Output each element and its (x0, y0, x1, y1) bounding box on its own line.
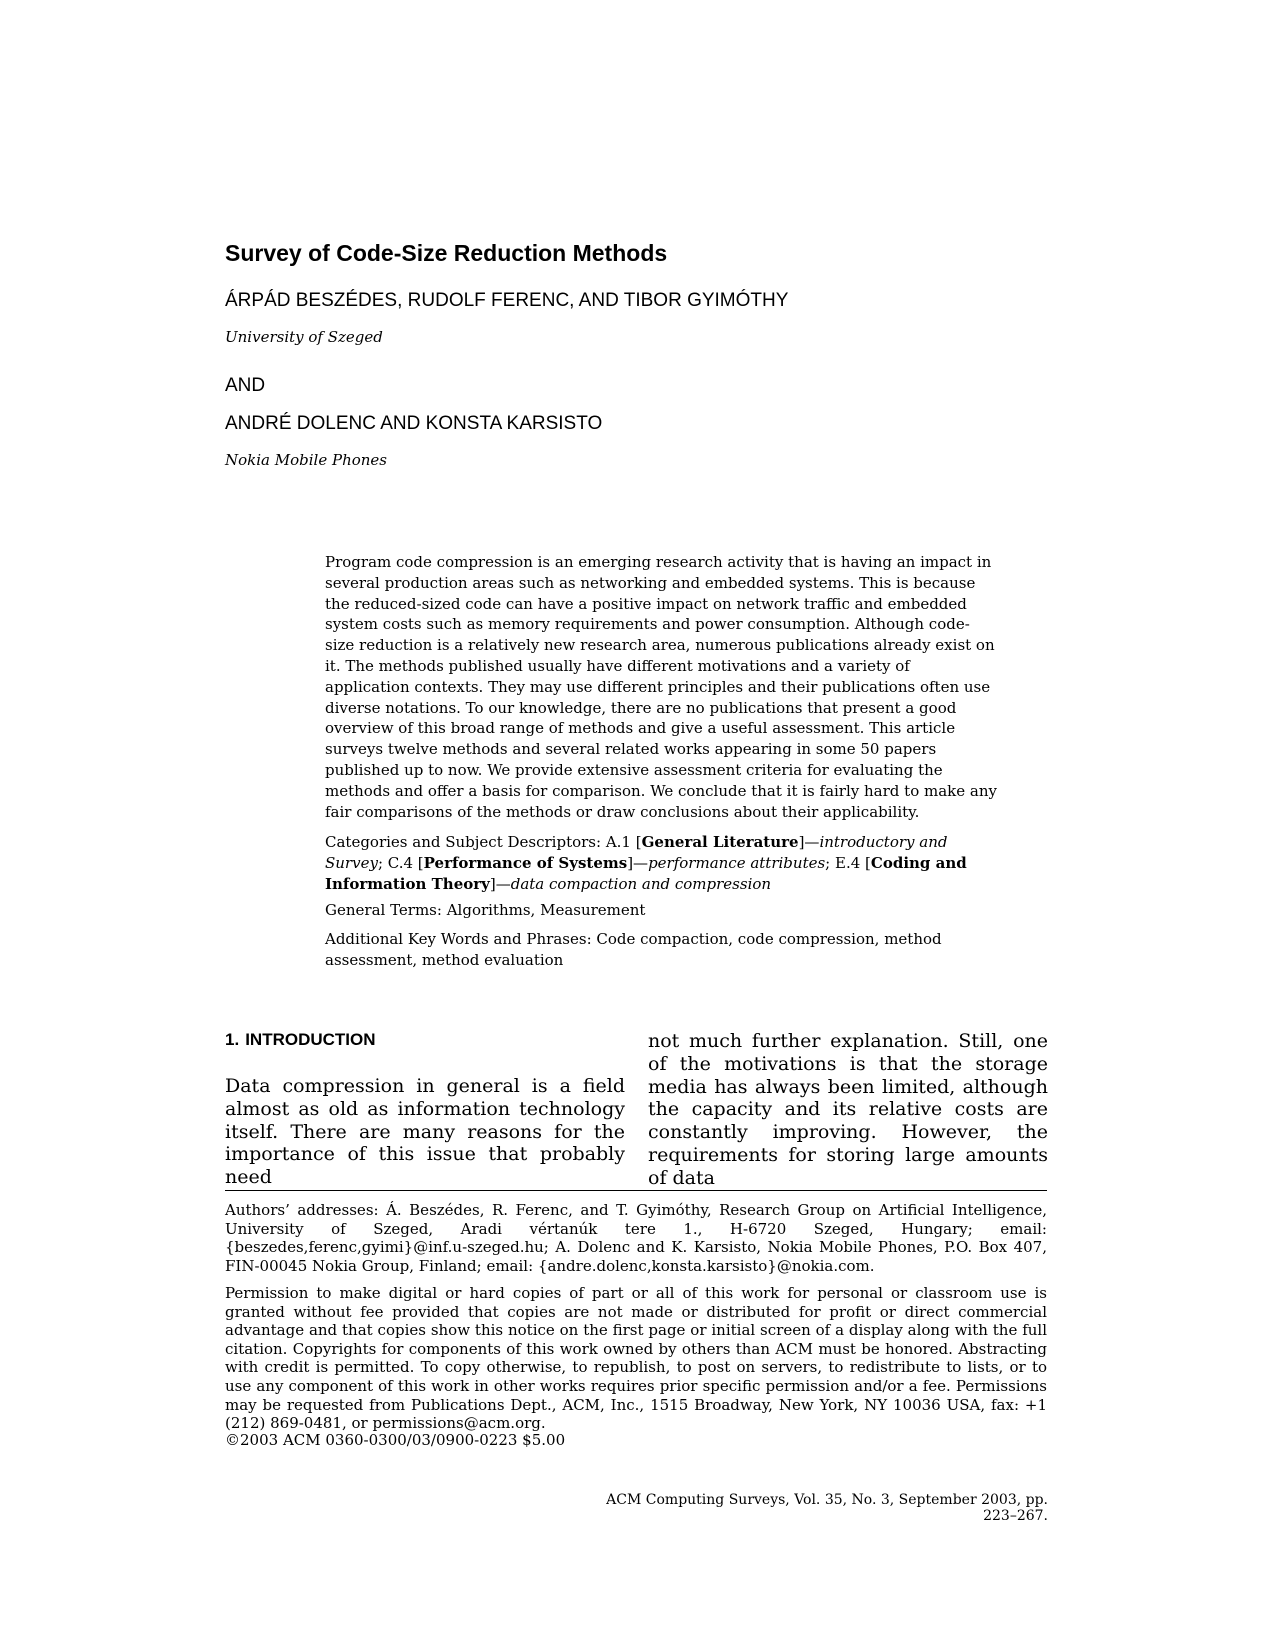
author-names-group-2: ANDRÉ DOLENC AND KONSTA KARSISTO (225, 413, 603, 434)
intro-right-column: not much further explanation. Still, one of the motivations is that the storage media has always been limited, although the capacity and its relative costs are constantly improving. However, the requirements for storing large amounts of data (648, 1030, 1048, 1189)
categories-label: Categories and Subject Descriptors: (325, 833, 606, 851)
category-code: A.1 (605, 833, 631, 851)
section-title: INTRODUCTION (245, 1030, 376, 1049)
section-heading (225, 1030, 382, 1050)
category-italic: data compaction and compression (510, 874, 772, 893)
intro-left-column: Data compression in general is a field almost as old as information technology itself. There are many reasons for the importance of this issue that probably need (225, 1075, 625, 1189)
section-number: 1. (225, 1030, 240, 1049)
category-bold: Coding and Information Theory (325, 853, 967, 893)
category-italic: introductory and Survey (325, 833, 948, 872)
category-italic: performance attributes (648, 853, 826, 872)
category-code: E.4 (835, 853, 861, 872)
affiliation-group-2: Nokia Mobile Phones (225, 451, 388, 469)
footnote-divider (225, 1190, 1047, 1191)
journal-citation: ACM Computing Surveys, Vol. 35, No. 3, September 2003, pp. 223–267. (606, 1492, 1048, 1524)
categories-descriptors: Categories and Subject Descriptors: A.1 [General Literature]—introductory and Survey; C.4 [Performance of Systems]—performance attributes; E.4 [Coding and Information Theory]—data compaction and compression (325, 833, 967, 893)
abstract (325, 552, 997, 822)
abstract-text: Program code compression is an emerging research activity that is having an impact in several production areas such as networking and embedded systems. This is because the reduced-sized code can have a positive impact on network traffic and embedded system costs such as memory requirements and power consumption. Although code-size reduction is a relatively new research area, numerous publications already exist on it. The methods published usually have different motivations and a variety of application contexts. They may use different principles and their publications often use diverse notations. To our knowledge, there are no publications that present a good overview of this broad range of methods and give a useful assessment. This article surveys twelve methods and several related works appearing in some 50 papers published up to now. We provide extensive assessment criteria for evaluating the methods and offer a basis for comparison. We conclude that it is fairly hard to make any fair comparisons of the methods or draw conclusions about their applicability. (325, 553, 997, 821)
category-bold: Performance of Systems (423, 853, 628, 872)
author-separator: AND (225, 375, 266, 396)
paper-title: Survey of Code-Size Reduction Methods (225, 240, 668, 266)
general-terms: General Terms: Algorithms, Measurement (325, 901, 646, 919)
keywords: Additional Key Words and Phrases: Code compaction, code compression, method assessment, method evaluation (325, 930, 942, 969)
category-bold: General Literature (641, 833, 799, 851)
affiliation-group-1: University of Szeged (225, 328, 383, 346)
author-names-group-1: ÁRPÁD BESZÉDES, RUDOLF FERENC, AND TIBOR GYIMÓTHY (225, 290, 789, 311)
copyright-line: ©2003 ACM 0360-0300/03/0900-0223 $5.00 (225, 1431, 566, 1449)
authors-addresses: Authors’ addresses: Á. Beszédes, R. Ferenc, and T. Gyimóthy, Research Group on Artificial Intelligence, University of Szeged, Aradi vértanúk tere 1., H-6720 Szeged, Hungary; email: {beszedes,ferenc,gyimi}@inf.u-szeged.hu; A. Dolenc and K. Karsisto, Nokia Mobile Phones, P.O. Box 407, FIN-00045 Nokia Group, Finland; email: {andre.dolenc,konsta.karsisto}@nokia.com. (225, 1201, 1047, 1275)
permission-notice: Permission to make digital or hard copies of part or all of this work for personal or classroom use is granted without fee provided that copies are not made or distributed for profit or direct commercial advantage and that copies show this notice on the first page or initial screen of a display along with the full citation. Copyrights for components of this work owned by others than ACM must be honored. Abstracting with credit is permitted. To copy otherwise, to republish, to post on servers, to redistribute to lists, or to use any component of this work in other works requires prior specific permission and/or a fee. Permissions may be requested from Publications Dept., ACM, Inc., 1515 Broadway, New York, NY 10036 USA, fax: +1 (212) 869-0481, or permissions@acm.org. (225, 1284, 1047, 1433)
category-code: C.4 (387, 853, 414, 872)
